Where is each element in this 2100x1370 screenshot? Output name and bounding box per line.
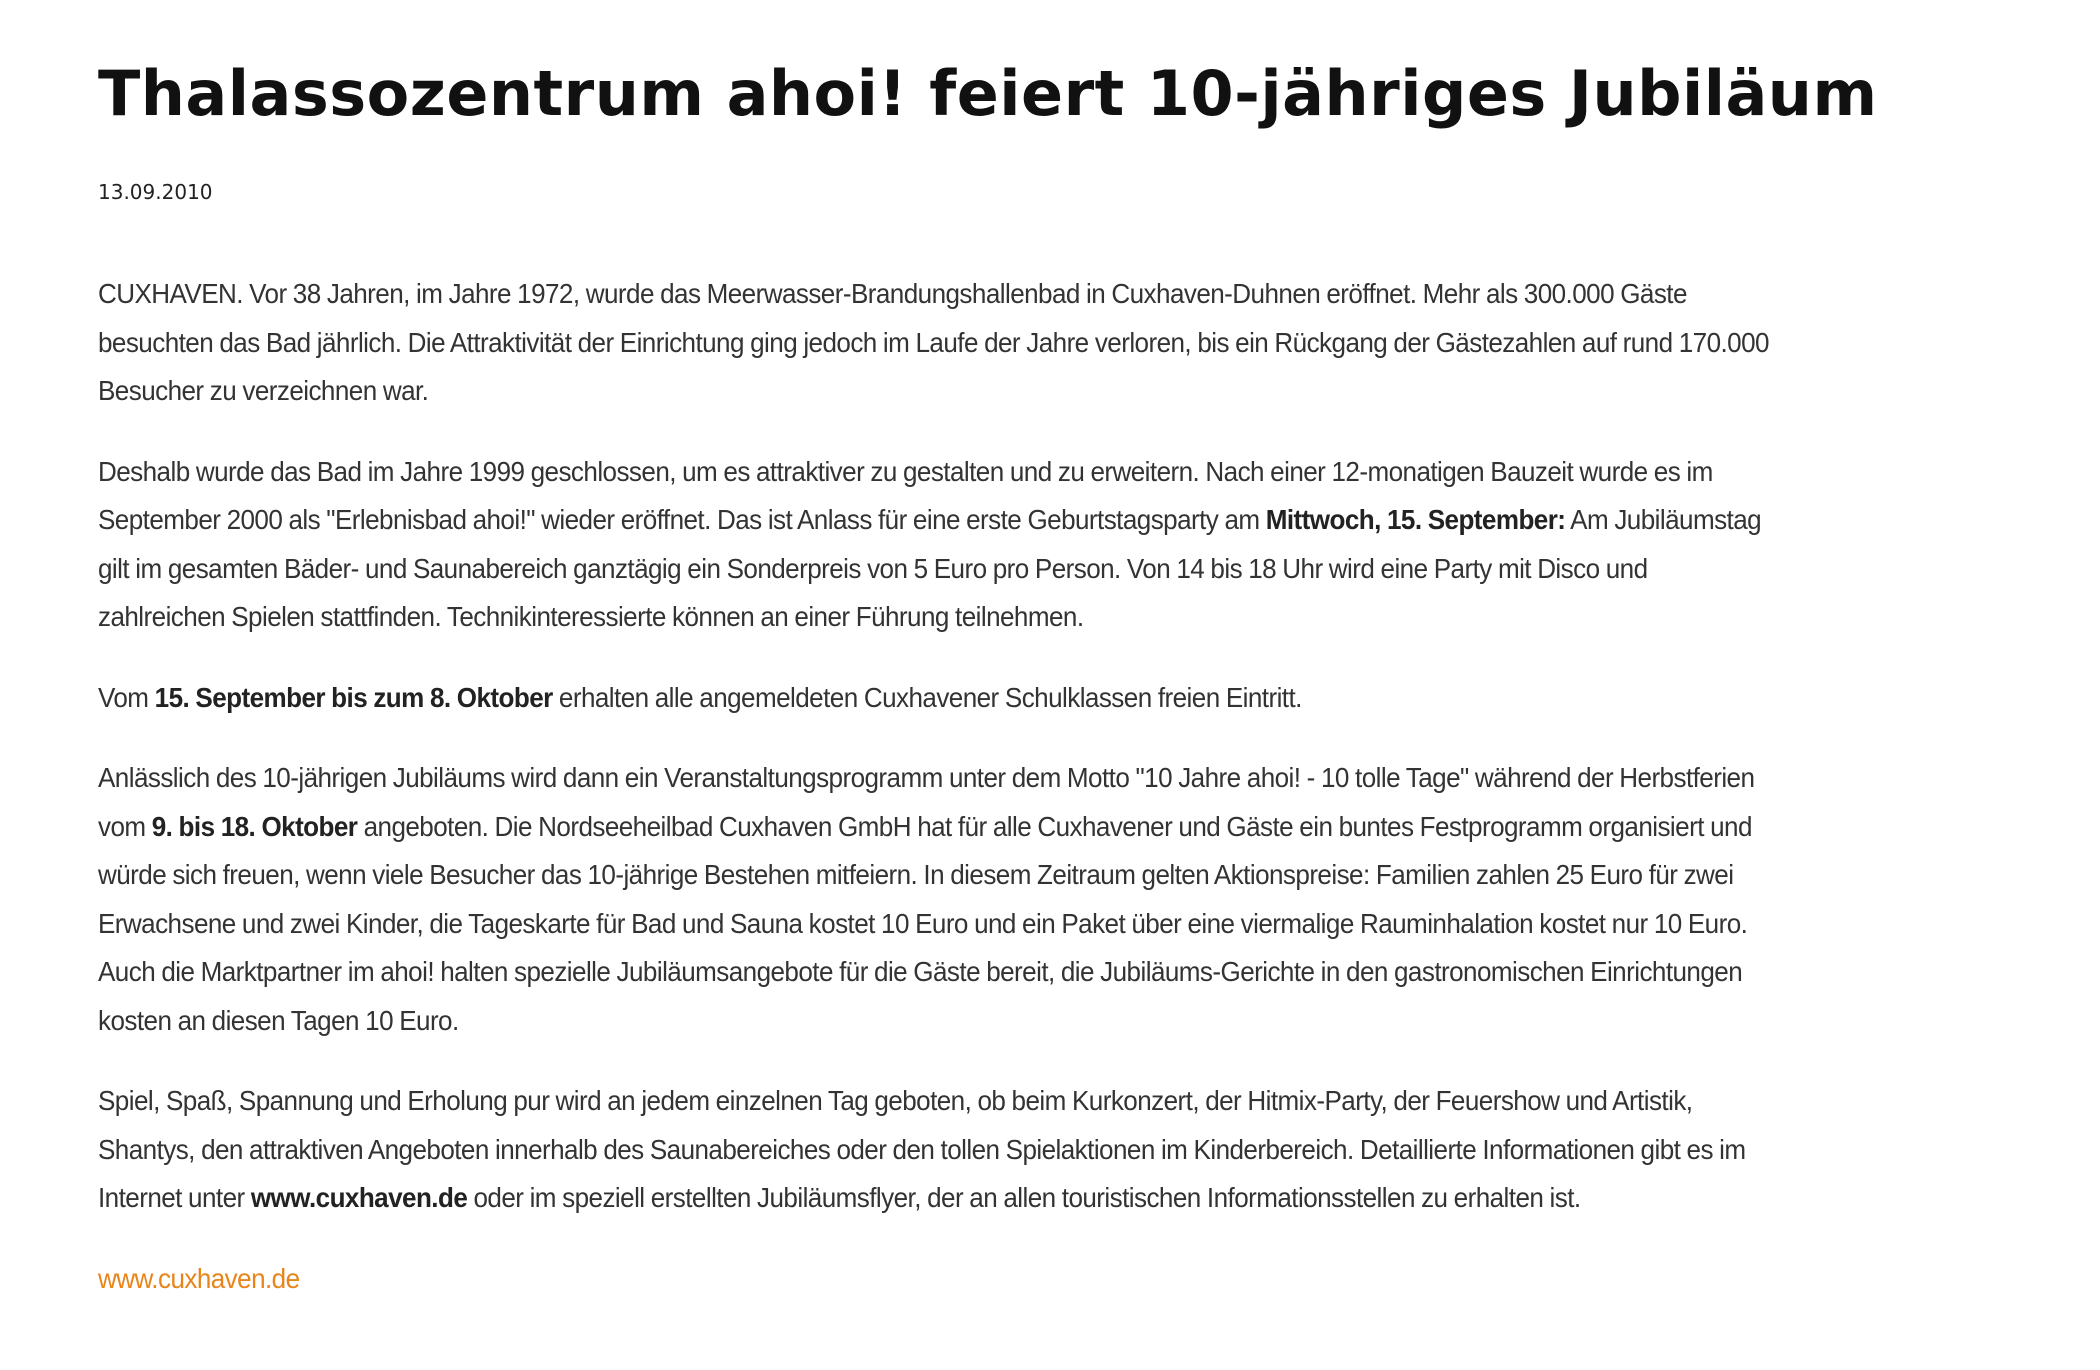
paragraph-text: Am Jubiläumstag gilt im gesamten Bäder- und Saunabereich ganztägig ein Sonderpreis von 5 Euro pro Person. Von 14 bis 18 Uhr wird eine Party mit Disco und zahlreichen Spielen stattfinden. Technikinteressierte können an einer Führung teilnehmen. [98, 504, 1762, 632]
paragraph-school-classes [98, 674, 1772, 723]
article-date: 13.09.2010 [98, 180, 213, 204]
paragraph-intro: CUXHAVEN. Vor 38 Jahren, im Jahre 1972, wurde das Meerwasser-Brandungshallenbad in Cuxhaven-Duhnen eröffnet. Mehr als 300.000 Gäste besuchten das Bad jährlich. Die Attraktivität der Einrichtung ging jedoch im Laufe der Jahre verloren, bis ein Rückgang der Gästezahlen auf rund 170.000 Besucher zu verzeichnen war. [98, 278, 1769, 406]
paragraph-text: angeboten. Die Nordseeheilbad Cuxhaven GmbH hat für alle Cuxhavener und Gäste ein buntes Festprogramm organisiert und würde sich freuen, wenn viele Besucher das 10-jährige Bestehen mitfeiern. In diesem Zeitraum gelten Aktionspreise: Familien zahlen 25 Euro für zwei Erwachsene und zwei Kinder, die Tageskarte für Bad und Sauna kostet 10 Euro und ein Paket über eine viermalige Rauminhalation kostet nur 10 Euro. Auch die Marktpartner im ahoi! halten spezielle Jubiläumsangebote für die Gäste bereit, die Jubiläums-Gerichte in den gastronomischen Einrichtungen kosten an diesen Tagen 10 Euro. [98, 810, 1752, 1036]
paragraph-text: Anlässlich des 10-jährigen Jubiläums wird dann ein Veranstaltungsprogramm unter dem Motto "10 Jahre ahoi! - 10 tolle Tage" während der Herbstferien vom [98, 762, 1755, 842]
paragraph-text: Vom [98, 681, 155, 713]
highlight-date: 9. bis 18. Oktober [151, 810, 358, 842]
highlight-website: www.cuxhaven.de [250, 1182, 468, 1213]
highlight-date: Mittwoch, 15. September: [1265, 504, 1566, 535]
paragraph-reopening [98, 448, 1772, 642]
paragraph-text: oder im speziell erstellten Jubiläumsflyer, der an allen touristischen Informationsstellen zu erhalten ist. [467, 1182, 1581, 1213]
paragraph-events [98, 1077, 1772, 1223]
paragraph-text: erhalten alle angemeldeten Cuxhavener Schulklassen freien Eintritt. [552, 681, 1302, 713]
highlight-date: 15. September bis zum 8. Oktober [154, 681, 553, 713]
article-title: Thalassozentrum ahoi! feiert 10-jähriges Jubiläum [98, 57, 1878, 130]
paragraph-program [98, 754, 1772, 1045]
paragraph-text: Spiel, Spaß, Spannung und Erholung pur wird an jedem einzelnen Tag geboten, ob beim Kurkonzert, der Hitmix-Party, der Feuershow und Artistik, Shantys, den attraktiven Angeboten innerhalb des Saunabereiches oder den tollen Spielaktionen im Kinderbereich. Detaillierte Informationen gibt es im Internet unter [98, 1085, 1746, 1213]
news-article [98, 48, 1898, 1335]
source-link[interactable]: www.cuxhaven.de [98, 1262, 300, 1294]
paragraph-source [98, 1255, 1772, 1304]
article-body [98, 270, 1772, 1303]
paragraph-text: Deshalb wurde das Bad im Jahre 1999 geschlossen, um es attraktiver zu gestalten und zu erweitern. Nach einer 12-monatigen Bauzeit wurde es im September 2000 als "Erlebnisbad ahoi!" wieder eröffnet. Das ist Anlass für eine erste Geburtstagsparty am [98, 455, 1713, 535]
